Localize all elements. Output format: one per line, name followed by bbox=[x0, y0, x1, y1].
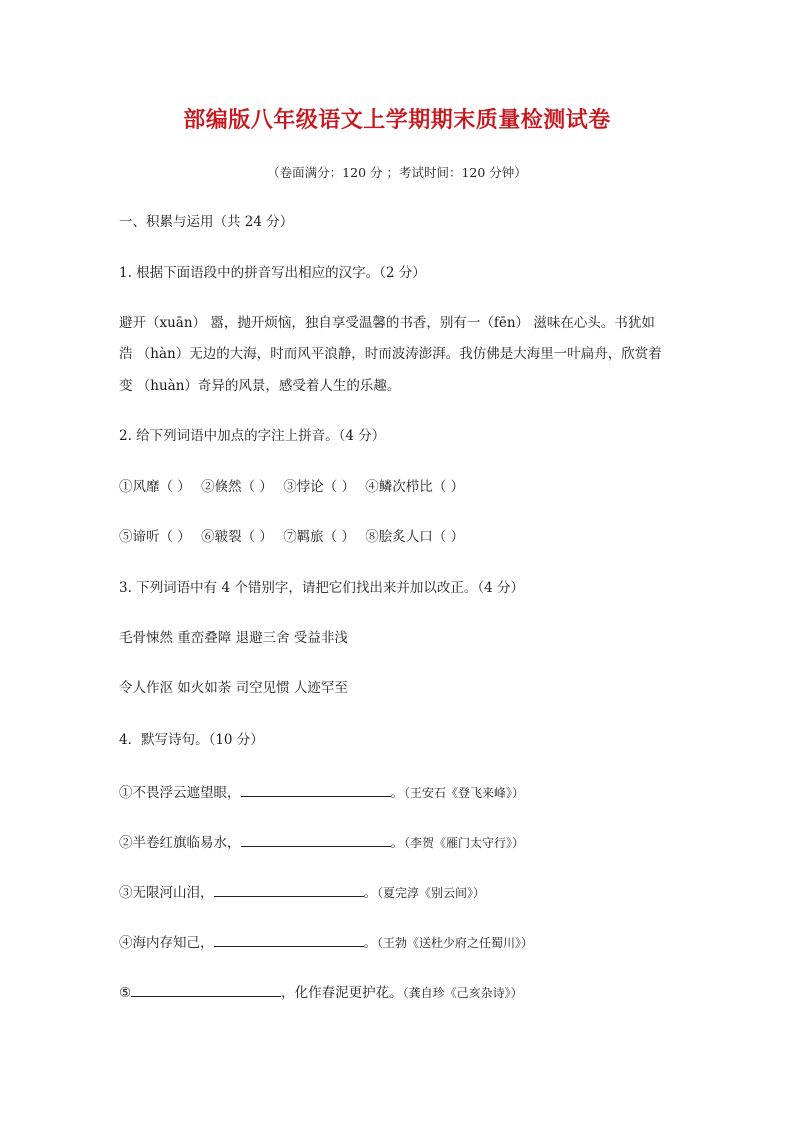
poem-source: （李贺《雁门太守行》） bbox=[404, 836, 525, 850]
question-1-line-1: 避开（xuān） 嚣，抛开烦恼，独自享受温馨的书香，别有一（fēn） 滋味在心头。书犹如 bbox=[119, 315, 655, 331]
word-item: ⑤谛听（ ） bbox=[119, 529, 191, 545]
poem-item-1: ①不畏浮云遮望眼， 。（王安石《登飞来峰》） bbox=[119, 785, 525, 801]
answer-blank[interactable] bbox=[241, 834, 391, 847]
question-3-row-1: 毛骨悚然 重峦叠障 退避三舍 受益非浅 bbox=[119, 630, 348, 646]
exam-subtitle: （卷面满分：120 分 ；考试时间：120 分钟） bbox=[267, 165, 527, 180]
word-item: ⑥皲裂（ ） bbox=[201, 529, 273, 545]
question-3-row-2: 令人作沤 如火如荼 司空见惯 人迹罕至 bbox=[119, 680, 348, 696]
word-item: ②倏然（ ） bbox=[201, 479, 273, 495]
question-2-row-2 bbox=[119, 531, 464, 545]
question-2-row-1 bbox=[119, 481, 464, 495]
poem-source: （龚自珍《己亥杂诗》） bbox=[402, 986, 523, 1000]
poem-item-3: ③无限河山泪， 。（夏完淳《别云间》） bbox=[119, 885, 486, 901]
poem-source: （王勃《送杜少府之任蜀川》） bbox=[377, 936, 534, 950]
word-item: ④鳞次栉比（ ） bbox=[365, 479, 465, 495]
word-item: ⑦羁旅（ ） bbox=[283, 529, 355, 545]
word-item: ①风靡（ ） bbox=[119, 479, 191, 495]
question-1-stem: 1. 根据下面语段中的拼音写出相应的汉字。（2 分） bbox=[119, 265, 426, 281]
poem-item-4: ④海内存知己， 。（王勃《送杜少府之任蜀川》） bbox=[119, 935, 534, 951]
question-1-line-3: 变 （huàn）奇异的风景，感受着人生的乐趣。 bbox=[119, 378, 401, 394]
answer-blank[interactable] bbox=[214, 934, 364, 947]
answer-blank[interactable] bbox=[214, 884, 364, 897]
poem-item-5: ⑤ ，化作春泥更护花。（龚自珍《己亥杂诗》） bbox=[119, 985, 523, 1001]
question-1-line-2: 浩 （hàn）无边的大海，时而风平浪静，时而波涛澎湃。我仿佛是大海里一叶扁舟，欣赏着 bbox=[119, 346, 662, 362]
word-item: ⑧脍炙人口（ ） bbox=[365, 529, 465, 545]
poem-source: （夏完淳《别云间》） bbox=[377, 886, 486, 900]
answer-blank[interactable] bbox=[241, 784, 391, 797]
answer-blank[interactable] bbox=[131, 984, 281, 997]
poem-source: （王安石《登飞来峰》） bbox=[404, 786, 525, 800]
poem-item-2: ②半卷红旗临易水， 。（李贺《雁门太守行》） bbox=[119, 835, 525, 851]
section-heading: 一、积累与运用（共 24 分） bbox=[119, 214, 294, 230]
exam-title: 部编版八年级语文上学期期末质量检测试卷 bbox=[183, 107, 611, 133]
question-3-stem: 3. 下列词语中有 4 个错别字，请把它们找出来并加以改正。（4 分） bbox=[119, 580, 524, 596]
question-4-stem: 4．默写诗句。（10 分） bbox=[119, 732, 264, 748]
question-2-stem: 2. 给下列词语中加点的字注上拼音。（4 分） bbox=[119, 428, 386, 444]
word-item: ③悖论（ ） bbox=[283, 479, 355, 495]
